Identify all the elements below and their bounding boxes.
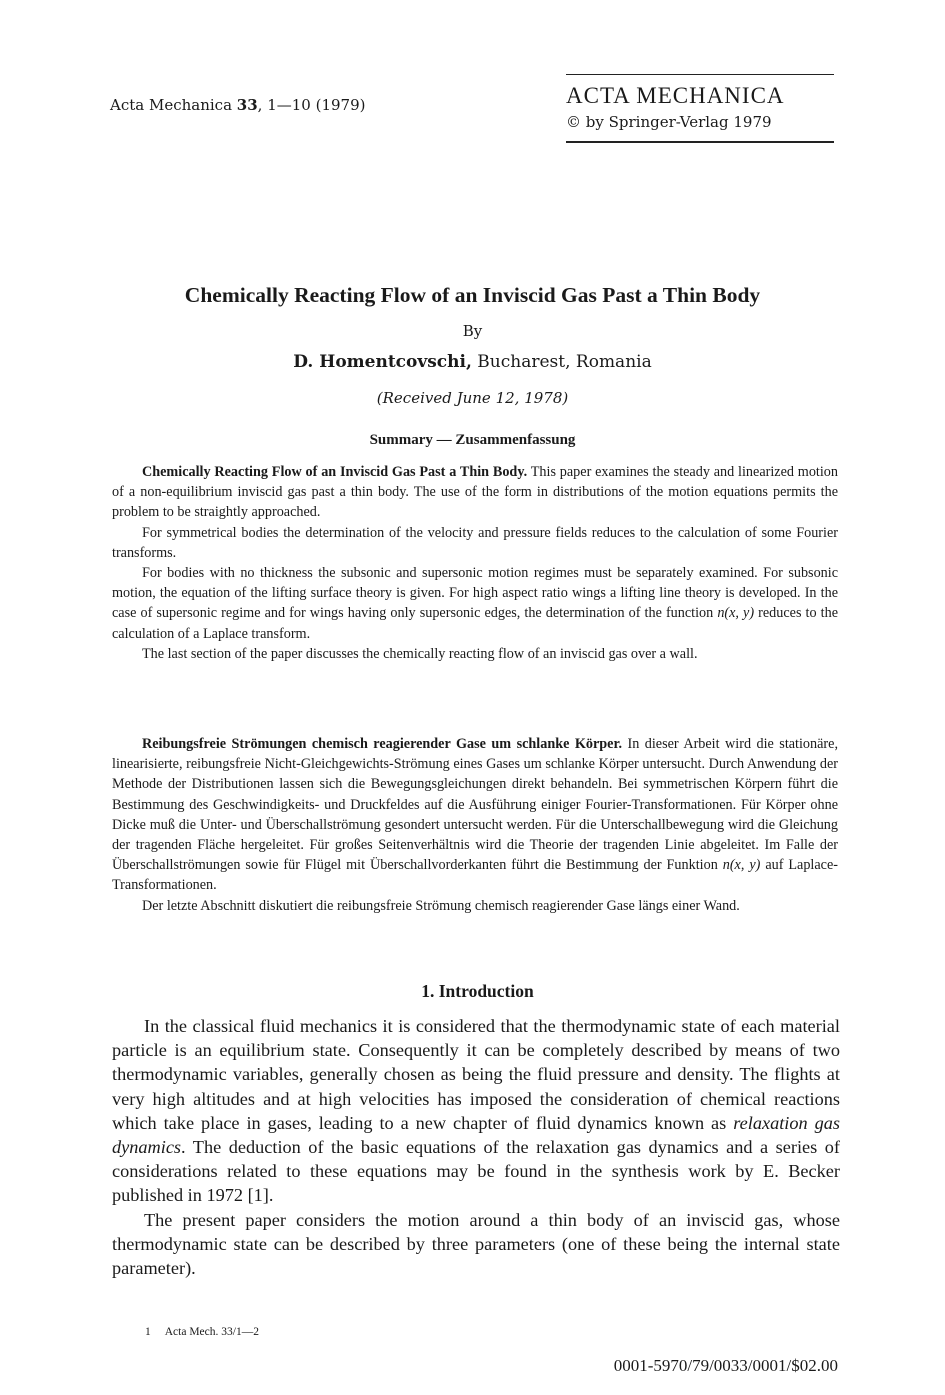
journal-name: ACTA MECHANICA (566, 83, 785, 108)
masthead-rule-bottom (566, 141, 834, 143)
author-line (0, 352, 945, 372)
introduction-body (112, 1014, 840, 1280)
summary-german (112, 734, 838, 916)
summary-en-paragraph: The last section of the paper discusses the chemically reacting flow of an inviscid gas over a wall. (142, 645, 698, 662)
citation: Acta Mechanica 33, 1—10 (1979) (110, 96, 366, 114)
page-marker: 1 (145, 1326, 151, 1338)
issn-code: 0001-5970/79/0033/0001/$02.00 (613, 1356, 838, 1375)
body-paragraph: In the classical fluid mechanics it is considered that the thermodynamic state of each material particle is an equilibrium state. Consequently it can be completely described by means of two thermodynamic variables, generally chosen as being the fluid pressure and density. The flights at very high altitudes and at high velocities has imposed the consideration of chemical reactions which take place in gases, leading to a new chapter of fluid dynamics known as relaxation gas dynamics. The deduction of the basic equations of the relaxation gas dynamics and a series of considerations related to these equations may be found in the synthesis work by E. Becker published in 1972 [1]. (112, 1016, 840, 1206)
summary-de-paragraph: Reibungsfreie Strömungen chemisch reagierender Gase um schlanke Körper. In dieser Arbeit wird die stationäre, linearisierte, reibungsfreie Nicht-Gleichgewichts-Strömung eines Gases um schlanke Körper untersucht. Durch Anwendung der Methode der Distributionen lassen sich die Bewegungsgleichungen direkt behandeln. Bei symmetrischen Körpern führt die Bestimmung des Geschwindigkeits- und Druckfeldes auf die Ausführung einiger Fourier-Transformationen. Für Körper ohne Dicke muß die Unter- und Überschallströmung gesondert untersucht werden. Für die Unterschallbewegung wird die Gleichung der tragenden Fläche hergeleitet. Für großes Seitenverhältnis wird die Theorie der tragenden Linie abgeleitet. Im Falle der Überschallströmungen sowie für Flügel mit Überschallvorderkanten führt die Bestimmung der Funktion n(x, y) auf Laplace-Transformationen. (112, 736, 838, 894)
copyright: © by Springer-Verlag 1979 (566, 113, 772, 131)
article-title: Chemically Reacting Flow of an Inviscid Gas Past a Thin Body (184, 283, 761, 307)
emphasized-term: relaxation gas dynamics (112, 1112, 840, 1158)
summary-heading: Summary — Zusammenfassung (369, 432, 576, 448)
masthead-rule-top (566, 74, 834, 75)
received-date: (Received June 12, 1978) (376, 389, 569, 407)
summary-english (112, 462, 838, 664)
citation-volume: 33 (236, 96, 258, 114)
summary-de-lead: Reibungsfreie Strömungen chemisch reagierender Gase um schlanke Körper. (142, 736, 623, 752)
section-heading: 1. Introduction (421, 981, 534, 1001)
journal-issue-ref: Acta Mech. 33/1—2 (164, 1326, 259, 1338)
summary-en-lead: Chemically Reacting Flow of an Inviscid Gas Past a Thin Body. (142, 464, 528, 480)
function-symbol: n(x, y) (717, 605, 755, 622)
summary-en-paragraph: Chemically Reacting Flow of an Inviscid Gas Past a Thin Body. This paper examines the steady and linearized motion of a non-equilibrium inviscid gas past a thin body. The use of the form in distributions of the motion equations permits the problem to be straightly approached. (112, 464, 838, 521)
summary-en-paragraph: For bodies with no thickness the subsonic and supersonic motion regimes must be separately examined. For subsonic motion, the equation of the lifting surface theory is given. For high aspect ratio wings a lifting line theory is developed. In the case of supersonic regime and for wings having only supersonic edges, the determination of the function n(x, y) reduces to the calculation of a Laplace transform. (112, 565, 838, 642)
footer-reference (145, 1326, 259, 1338)
by-line: By (462, 322, 483, 340)
author-location: Bucharest, Romania (471, 352, 652, 372)
summary-en-paragraph: For symmetrical bodies the determination of the velocity and pressure fields reduces to the calculation of some Fourier transforms. (112, 524, 838, 561)
body-paragraph: The present paper considers the motion around a thin body of an inviscid gas, whose thermodynamic state can be described by three parameters (one of these being the internal state parameter). (112, 1209, 840, 1279)
summary-de-paragraph: Der letzte Abschnitt diskutiert die reibungsfreie Strömung chemisch reagierender Gase längs einer Wand. (142, 897, 740, 914)
function-symbol: n(x, y) (722, 857, 761, 874)
journal-masthead (566, 74, 834, 143)
author-name: D. Homentcovschi, (293, 352, 472, 372)
